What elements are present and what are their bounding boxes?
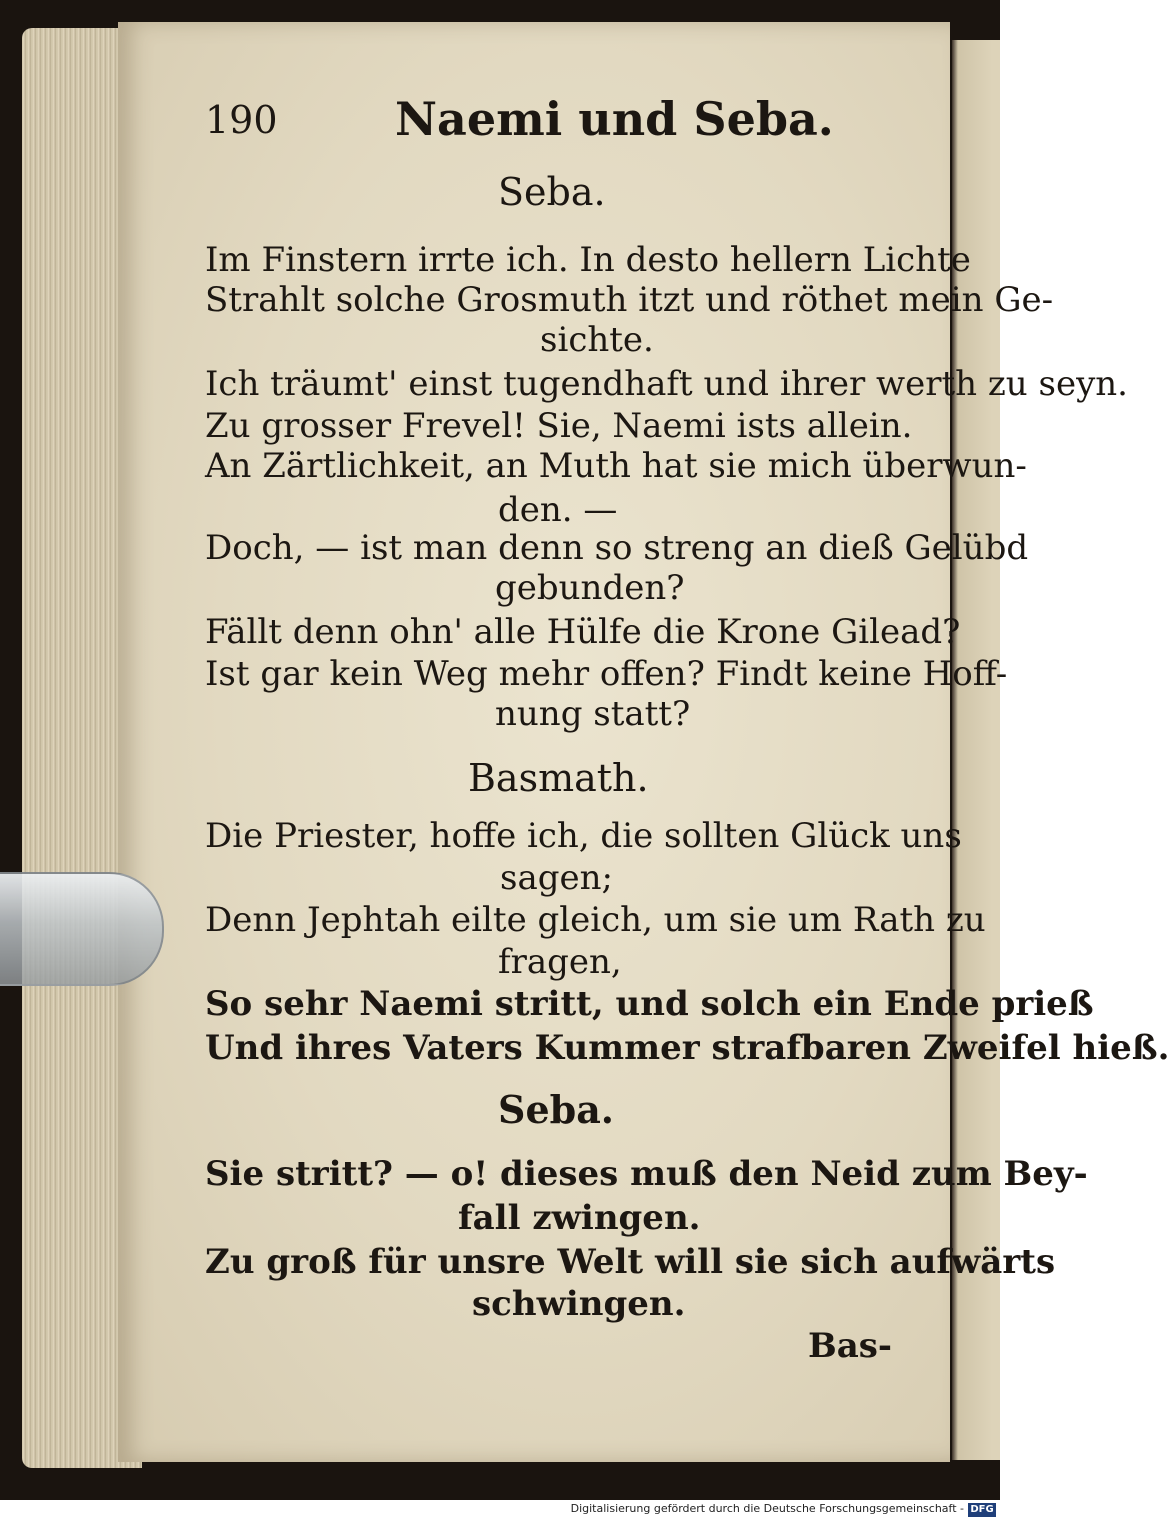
text-line: Doch, — ist man denn so streng an dieß Gelübd	[205, 528, 1029, 568]
digitization-footer	[0, 1500, 1000, 1521]
page-holder-clip	[0, 872, 164, 986]
dfg-logo: DFG	[968, 1503, 996, 1517]
text-line: nung statt?	[495, 694, 691, 734]
text-line: Im Finstern irrte ich. In desto hellern Lichte	[205, 240, 971, 280]
text-line: An Zärtlichkeit, an Muth hat sie mich überwun-	[205, 446, 1027, 486]
text-line: sichte.	[540, 320, 654, 360]
text-line: Strahlt solche Grosmuth itzt und röthet mein Ge-	[205, 280, 1054, 320]
text-line: den. —	[498, 490, 618, 530]
text-line: Fällt denn ohn' alle Hülfe die Krone Gilead?	[205, 612, 961, 652]
text-line: Denn Jephtah eilte gleich, um sie um Rath zu	[205, 900, 986, 940]
catchword: Bas-	[808, 1326, 893, 1366]
text-line: gebunden?	[495, 568, 685, 608]
text-line: So sehr Naemi stritt, und solch ein Ende prieß	[205, 984, 1094, 1024]
text-line: Sie stritt? — o! dieses muß den Neid zum Bey-	[205, 1154, 1088, 1194]
text-line: Zu grosser Frevel! Sie, Naemi ists allein.	[205, 406, 913, 446]
speaker-label: Seba.	[498, 1087, 615, 1132]
text-line: Zu groß für unsre Welt will sie sich aufwärts	[205, 1242, 1056, 1282]
running-title: Naemi und Seba.	[395, 92, 834, 146]
page-number: 190	[205, 98, 278, 142]
speaker-label: Basmath.	[468, 756, 649, 800]
text-line: Ich träumt' einst tugendhaft und ihrer werth zu seyn.	[205, 364, 1128, 404]
funding-credit: Digitalisierung gefördert durch die Deutsche Forschungsgemeinschaft -	[570, 1502, 964, 1515]
text-line: sagen;	[500, 858, 613, 898]
text-line: fall zwingen.	[458, 1198, 701, 1238]
text-line: Und ihres Vaters Kummer strafbaren Zweifel hieß.	[205, 1028, 1169, 1068]
text-line: Ist gar kein Weg mehr offen? Findt keine Hoff-	[205, 654, 1008, 694]
text-line: fragen,	[498, 942, 622, 982]
text-line: schwingen.	[472, 1284, 686, 1324]
text-line: Die Priester, hoffe ich, die sollten Glück uns	[205, 816, 962, 856]
speaker-label: Seba.	[498, 170, 606, 214]
